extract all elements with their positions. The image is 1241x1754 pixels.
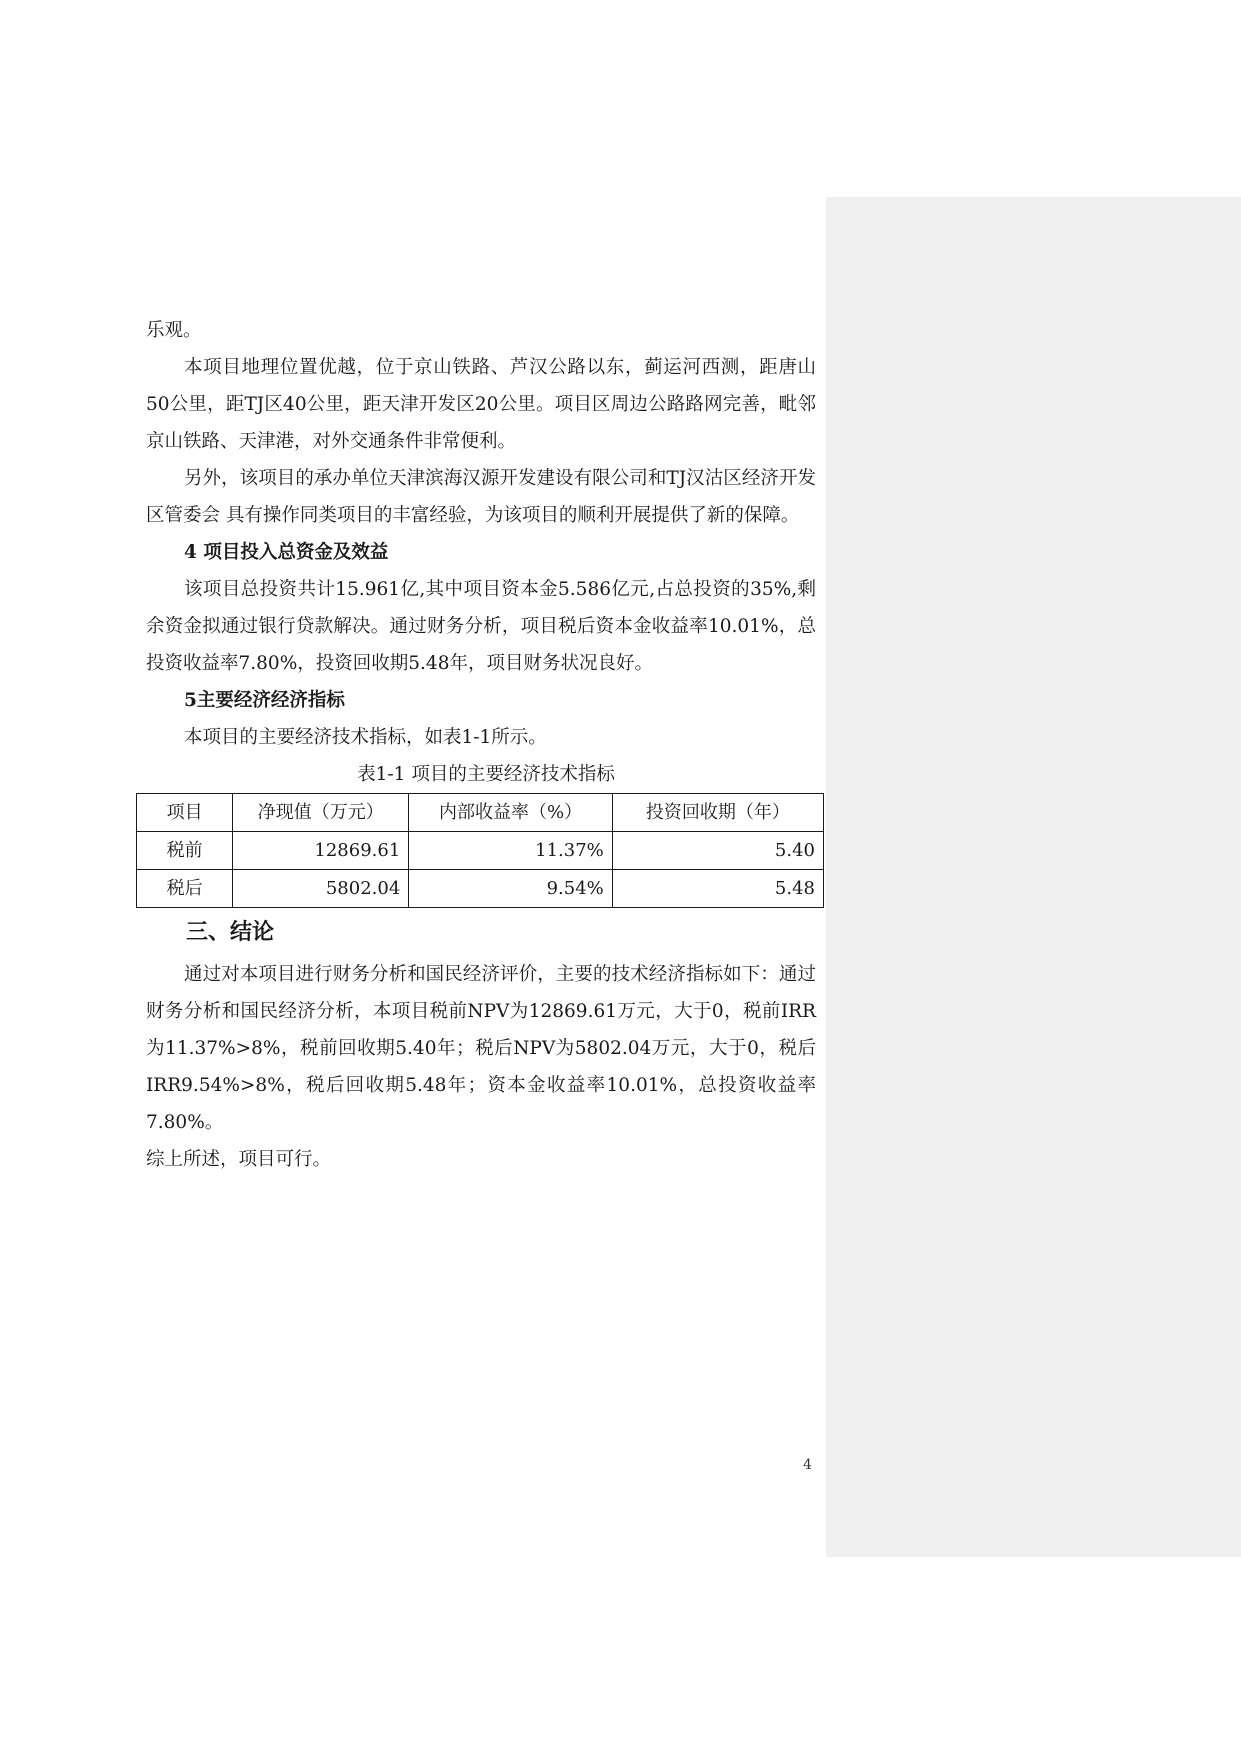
- cell-payback: 5.40: [612, 832, 823, 870]
- paragraph-conclusion: 通过对本项目进行财务分析和国民经济评价，主要的技术经济指标如下：通过财务分析和国民经济分析，本项目税前NPV为12869.61万元，大于0，税前IRR为11.37%>8%，税前回收期5.40年；税后NPV为5802.04万元，大于0，税后IRR9.54%>8%，税后回收期5.48年；资本金收益率10.01%，总投资收益率7.80%。: [146, 964, 816, 1133]
- cell-item: 税前: [137, 832, 233, 870]
- metrics-table: [136, 793, 824, 908]
- paragraph-indicators-intro: 本项目的主要经济技术指标，如表1-1所示。: [184, 727, 547, 748]
- paragraph-location: 本项目地理位置优越，位于京山铁路、芦汉公路以东，蓟运河西测，距唐山50公里，距TJ区40公里，距天津开发区20公里。项目区周边公路路网完善，毗邻京山铁路、天津港，对外交通条件非常便利。: [146, 357, 816, 452]
- table-row: [137, 870, 824, 908]
- header-item: 项目: [137, 794, 233, 832]
- header-npv: 净现值（万元）: [233, 794, 409, 832]
- table-row: [137, 832, 824, 870]
- document-body: [146, 312, 816, 1178]
- comment-pane: [826, 197, 1241, 1557]
- paragraph-continuation: 乐观。: [146, 320, 202, 341]
- header-payback: 投资回收期（年）: [612, 794, 823, 832]
- header-irr: 内部收益率（%）: [409, 794, 612, 832]
- section-title-conclusion: 三、结论: [186, 919, 275, 945]
- paragraph-organizer: 另外，该项目的承办单位天津滨海汉源开发建设有限公司和TJ汉沽区经济开发区管委会 具有操作同类项目的丰富经验，为该项目的顺利开展提供了新的保障。: [146, 468, 816, 526]
- table-caption: 表1-1 项目的主要经济技术指标: [357, 764, 615, 785]
- cell-payback: 5.48: [612, 870, 823, 908]
- table-header-row: [137, 794, 824, 832]
- cell-irr: 11.37%: [409, 832, 612, 870]
- cell-item: 税后: [137, 870, 233, 908]
- paragraph-summary: 综上所述，项目可行。: [146, 1149, 332, 1170]
- cell-npv: 12869.61: [233, 832, 409, 870]
- heading-indicators: 5主要经济经济指标: [184, 690, 345, 711]
- cell-npv: 5802.04: [233, 870, 409, 908]
- paragraph-investment: 该项目总投资共计15.961亿,其中项目资本金5.586亿元,占总投资的35%,剩余资金拟通过银行贷款解决。通过财务分析，项目税后资本金收益率10.01%，总投资收益率7.80%，投资回收期5.48年，项目财务状况良好。: [146, 579, 816, 674]
- cell-irr: 9.54%: [409, 870, 612, 908]
- page-number: 4: [803, 1457, 812, 1473]
- heading-investment: 4 项目投入总资金及效益: [184, 542, 389, 563]
